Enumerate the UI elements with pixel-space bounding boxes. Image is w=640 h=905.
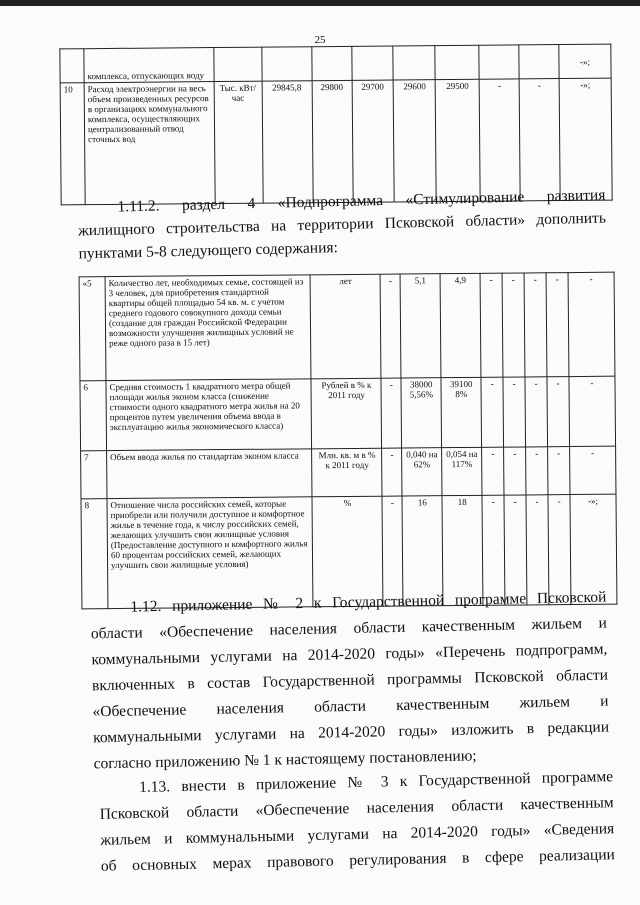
cell: -»;: [559, 44, 611, 78]
text-line: 1.11.2. раздел 4 «Подпрограмма «Стимулирование развития: [117, 186, 606, 216]
cell: -: [519, 79, 560, 201]
cell: -: [481, 377, 504, 447]
page-number: 25: [314, 34, 326, 46]
paragraph-1-13: [99, 764, 615, 880]
row-label: Количество лет, необходимых семье, состоящей из 3 человек, для приобретения стандартной квартиры общей площадью 54 кв. м. с учетом среднего годового совокупного дохода семьи (создание для граждан Российской Федерации возможности улучшения жилищных условий не реже одного раза в 15 лет): [105, 275, 311, 381]
cell: -: [568, 272, 615, 376]
cell: -»;: [570, 494, 617, 604]
scan-edge: [0, 0, 640, 6]
cell: -: [482, 447, 504, 495]
indicator-table-2: [79, 272, 618, 610]
cell: -: [479, 79, 520, 201]
cell: 39100 8%: [441, 377, 482, 447]
cell: -: [570, 446, 616, 494]
text-line: коммунальными услугами на 2014-2020 годы» изложить в редакции: [92, 718, 610, 747]
table-row: [81, 446, 616, 499]
table-row: [80, 376, 616, 451]
cell: -: [381, 378, 402, 448]
row-label: комплекса, отпускающих воду: [84, 48, 214, 83]
row-unit: Рублей в % к 2011 году: [311, 378, 381, 449]
cell: -»;: [559, 78, 612, 200]
cell: 16: [402, 496, 443, 606]
cell: -: [569, 376, 616, 446]
cell: -: [524, 273, 547, 377]
text-line: согласно приложению № 1 к настоящему постановлению;: [93, 747, 477, 773]
paragraph-1-12: [90, 585, 610, 778]
row-unit: лет: [311, 274, 382, 379]
cell: -: [526, 495, 549, 605]
cell: 18: [442, 495, 483, 605]
text-line: 1.12. приложение № 2 к Государственной программе Псковской: [130, 588, 607, 616]
text-line: коммунальными услугами на 2014-2020 годы» «Перечень подпрограмм,: [91, 640, 608, 669]
text-line: 1.13. внести в приложение № 3 к Государственной программе: [138, 768, 614, 796]
table-row: [60, 44, 611, 83]
cell: -: [380, 274, 401, 378]
cell: -: [546, 273, 569, 377]
cell: 38000 5,56%: [401, 378, 442, 448]
cell: -: [502, 273, 525, 377]
cell: -: [525, 377, 548, 447]
cell: 29600: [394, 80, 437, 202]
cell: -: [482, 495, 505, 605]
cell: 29700: [352, 80, 395, 202]
text-line: об основных мерах правового регулирования в сфере реализации: [100, 846, 616, 875]
text-line: жилищного строительства на территории Псковской области» дополнить: [77, 209, 607, 240]
cell: 29500: [436, 79, 481, 201]
row-label: Объем ввода жилья по стандартам эконом класса: [107, 449, 313, 499]
row-unit: Тыс. кВт/час: [214, 81, 263, 203]
indicator-table-1: [59, 44, 612, 206]
cell: -: [504, 447, 526, 495]
cell: 4,9: [440, 273, 481, 377]
cell: 5,1: [400, 274, 441, 378]
paragraph-1-11-2: [77, 184, 607, 266]
cell: -: [503, 377, 526, 447]
row-number: 6: [80, 381, 107, 451]
row-number: 8: [81, 499, 108, 609]
cell: 29800: [312, 80, 353, 202]
row-number: «5: [79, 277, 106, 381]
text-line: пунктами 5-8 следующего содержания:: [78, 239, 339, 263]
row-number: 10: [60, 83, 85, 205]
text-line: «Обеспечение населения области качественным жильем и: [92, 692, 609, 721]
row-label: Средняя стоимость 1 квадратного метра общей площади жилья эконом класса (снижение стоимости одного квадратного метра жилья на 20 процентов путем увеличения объема ввода в эксплуатацию жилья экономического класса): [106, 379, 312, 451]
text-line: области «Обеспечение населения области качественным жильем и: [90, 614, 608, 643]
row-label: Отношение числа российских семей, которые приобрели или получили доступное и комфортное жилье в течение года, к числу российских семей, желающих улучшить свои жилищные условия (Предоставление доступного и комфортного жилья 60 процентам российских семей, желающих улучшить свои жилищные условия): [107, 497, 313, 609]
cell: -: [382, 448, 402, 496]
cell: -: [548, 495, 571, 605]
text-line: жильем и коммунальными услугами на 2014-2020 годы» «Сведения: [100, 820, 615, 849]
cell: -: [382, 496, 403, 606]
row-unit: Млн. кв. м в % к 2011 году: [312, 448, 382, 497]
cell: -: [547, 377, 570, 447]
table-row: [79, 272, 615, 381]
row-label: Расход электроэнергии на весь объем произведенных ресурсов в организациях коммунального комплекса, осуществляющих централизованный отвод сточных вод: [84, 82, 215, 205]
cell: -: [548, 447, 570, 495]
cell: 0,054 на 117%: [442, 447, 482, 495]
cell: -: [480, 273, 503, 377]
cell: 0,040 на 62%: [402, 448, 442, 496]
cell: -: [526, 447, 548, 495]
cell: 29845,8: [262, 81, 313, 203]
cell: -: [504, 495, 527, 605]
text-line: включенных в состав Государственной программы Псковской области: [91, 666, 609, 695]
row-number: 7: [81, 451, 107, 499]
text-line: Псковской области «Обеспечение населения области качественным: [99, 794, 614, 823]
row-unit: %: [312, 496, 383, 607]
